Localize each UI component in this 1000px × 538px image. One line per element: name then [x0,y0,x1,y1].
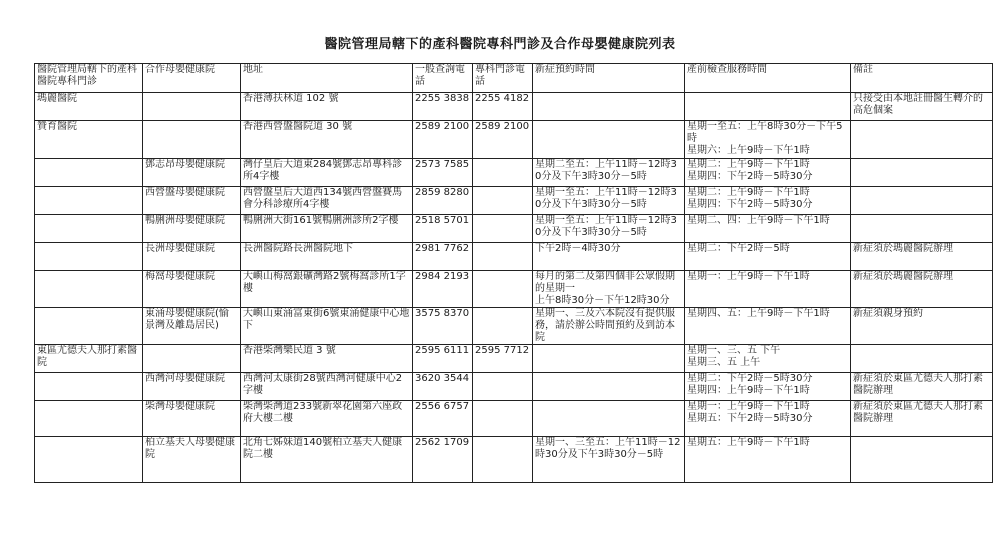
cell-specialist-phone: 2589 2100 [473,121,533,159]
cell-address: 長洲醫院路長洲醫院地下 [241,243,413,271]
cell-address: 西營盤皇后大道西134號西營盤賽馬會分科診療所4字樓 [241,187,413,215]
cell-remarks: 新症須於瑪麗醫院辦理 [851,271,993,308]
cell-new-case-time: 星期一、三至五：上午11時－12時30分及下午3時30分－5時 [533,437,685,483]
clinic-table [34,63,993,483]
cell-antenatal-time: 星期四、五：上午9時－下午1時 [685,308,851,345]
cell-partner-clinic [143,345,241,373]
cell-address: 香港薄扶林道 102 號 [241,93,413,121]
cell-specialist-phone [473,159,533,187]
cell-remarks [851,345,993,373]
cell-antenatal-time [685,93,851,121]
cell-hospital: 東區尤德夫人那打素醫院 [35,345,143,373]
cell-general-phone: 2573 7585 [413,159,473,187]
header-cell-specialist-phone: 專科門診電話 [473,64,533,93]
cell-hospital [35,187,143,215]
cell-specialist-phone [473,437,533,483]
header-cell-address: 地址 [241,64,413,93]
cell-general-phone: 2556 6757 [413,401,473,437]
header-cell-hospital: 醫院管理局轄下的產科醫院專科門診 [35,64,143,93]
cell-partner-clinic: 柏立基夫人母嬰健康院 [143,437,241,483]
cell-antenatal-time: 星期一、三、五 下午 星期三、五 上午 [685,345,851,373]
cell-hospital: 瑪麗醫院 [35,93,143,121]
cell-antenatal-time: 星期二：上午9時－下午1時 星期四：下午2時－5時30分 [685,187,851,215]
cell-partner-clinic: 梅窩母嬰健康院 [143,271,241,308]
cell-address: 鴨脷洲大街161號鴨脷洲診所2字樓 [241,215,413,243]
header-cell-remarks: 備註 [851,64,993,93]
cell-antenatal-time: 星期一：上午9時－下午1時 [685,271,851,308]
cell-remarks [851,437,993,483]
cell-new-case-time [533,345,685,373]
cell-general-phone: 2859 8280 [413,187,473,215]
cell-address: 柴灣柴灣道233號新翠花園第六座政府大樓二樓 [241,401,413,437]
cell-remarks: 新症須於東區尤德夫人那打素醫院辦理 [851,401,993,437]
cell-specialist-phone [473,271,533,308]
cell-remarks: 只接受由本地註冊醫生轉介的高危個案 [851,93,993,121]
cell-remarks: 新症須親身預約 [851,308,993,345]
table-row [35,401,993,437]
cell-specialist-phone [473,215,533,243]
cell-specialist-phone [473,187,533,215]
table-row [35,437,993,483]
cell-address: 灣仔皇后大道東284號鄧志昂專科診所4字樓 [241,159,413,187]
cell-antenatal-time: 星期五：上午9時－下午1時 [685,437,851,483]
cell-specialist-phone [473,308,533,345]
table-row [35,215,993,243]
cell-specialist-phone: 2595 7712 [473,345,533,373]
table-row [35,187,993,215]
cell-partner-clinic: 西灣河母嬰健康院 [143,373,241,401]
table-row [35,345,993,373]
cell-specialist-phone [473,243,533,271]
cell-partner-clinic [143,93,241,121]
cell-general-phone: 2255 3838 [413,93,473,121]
table-row [35,271,993,308]
cell-general-phone: 2595 6111 [413,345,473,373]
cell-general-phone: 2518 5701 [413,215,473,243]
cell-hospital [35,271,143,308]
cell-general-phone: 3575 8370 [413,308,473,345]
cell-antenatal-time: 星期二：上午9時－下午1時 星期四：下午2時－5時30分 [685,159,851,187]
cell-general-phone: 2589 2100 [413,121,473,159]
header-cell-antenatal-time: 產前檢查服務時間 [685,64,851,93]
cell-partner-clinic: 柴灣母嬰健康院 [143,401,241,437]
cell-address: 西灣河太康街28號西灣河健康中心2字樓 [241,373,413,401]
cell-partner-clinic: 鄧志昂母嬰健康院 [143,159,241,187]
cell-new-case-time: 每月的第二及第四個非公眾假期的星期一 上午8時30分－下午12時30分 [533,271,685,308]
cell-antenatal-time: 星期二：下午2時－5時30分 星期四：上午9時－下午1時 [685,373,851,401]
cell-address: 北角七姊妹道140號柏立基夫人健康院二樓 [241,437,413,483]
cell-new-case-time: 下午2時－4時30分 [533,243,685,271]
cell-new-case-time: 星期一至五：上午11時－12時30分及下午3時30分－5時 [533,215,685,243]
cell-hospital [35,437,143,483]
table-row [35,243,993,271]
cell-partner-clinic: 西營盤母嬰健康院 [143,187,241,215]
cell-address: 大嶼山東涌富東街6號東涌健康中心地下 [241,308,413,345]
table-row [35,308,993,345]
cell-partner-clinic [143,121,241,159]
cell-new-case-time: 星期一至五：上午11時－12時30分及下午3時30分－5時 [533,187,685,215]
cell-general-phone: 2981 7762 [413,243,473,271]
cell-hospital [35,373,143,401]
header-row [35,64,993,93]
cell-hospital [35,159,143,187]
cell-remarks [851,215,993,243]
cell-new-case-time [533,373,685,401]
cell-antenatal-time: 星期一至五：上午8時30分－下午5時 星期六：上午9時－下午1時 [685,121,851,159]
cell-general-phone: 3620 3544 [413,373,473,401]
page-title: 醫院管理局轄下的產科醫院專科門診及合作母嬰健康院列表 [324,37,676,52]
cell-hospital: 贊育醫院 [35,121,143,159]
cell-general-phone: 2562 1709 [413,437,473,483]
cell-address: 香港西營盤醫院道 30 號 [241,121,413,159]
cell-new-case-time [533,93,685,121]
table-row [35,373,993,401]
cell-remarks [851,187,993,215]
cell-hospital [35,243,143,271]
cell-antenatal-time: 星期二：下午2時－5時 [685,243,851,271]
cell-address: 大嶼山梅窩銀礦灣路2號梅窩診所1字樓 [241,271,413,308]
cell-specialist-phone [473,401,533,437]
table-row [35,93,993,121]
cell-address: 香港柴灣樂民道 3 號 [241,345,413,373]
cell-new-case-time: 星期二至五：上午11時－12時30分及下午3時30分－5時 [533,159,685,187]
cell-antenatal-time: 星期二、四：上午9時－下午1時 [685,215,851,243]
header-cell-general-phone: 一般查詢電話 [413,64,473,93]
cell-partner-clinic: 鴨脷洲母嬰健康院 [143,215,241,243]
header-cell-new-case-time: 新症預約時間 [533,64,685,93]
table-row [35,159,993,187]
cell-partner-clinic: 東涌母嬰健康院(愉景灣及離島居民) [143,308,241,345]
cell-new-case-time: 星期一、三及六本院沒有提供服務，請於辦公時間預約及到訪本院 [533,308,685,345]
cell-partner-clinic: 長洲母嬰健康院 [143,243,241,271]
cell-new-case-time [533,121,685,159]
header-cell-partner-clinic: 合作母嬰健康院 [143,64,241,93]
cell-general-phone: 2984 2193 [413,271,473,308]
cell-hospital [35,215,143,243]
cell-remarks: 新症須於東區尤德夫人那打素醫院辦理 [851,373,993,401]
cell-remarks [851,121,993,159]
cell-antenatal-time: 星期一：上午9時－下午1時 星期五：下午2時－5時30分 [685,401,851,437]
cell-new-case-time [533,401,685,437]
table-row [35,121,993,159]
cell-hospital [35,401,143,437]
cell-specialist-phone [473,373,533,401]
cell-remarks: 新症須於瑪麗醫院辦理 [851,243,993,271]
cell-hospital [35,308,143,345]
cell-remarks [851,159,993,187]
cell-specialist-phone: 2255 4182 [473,93,533,121]
